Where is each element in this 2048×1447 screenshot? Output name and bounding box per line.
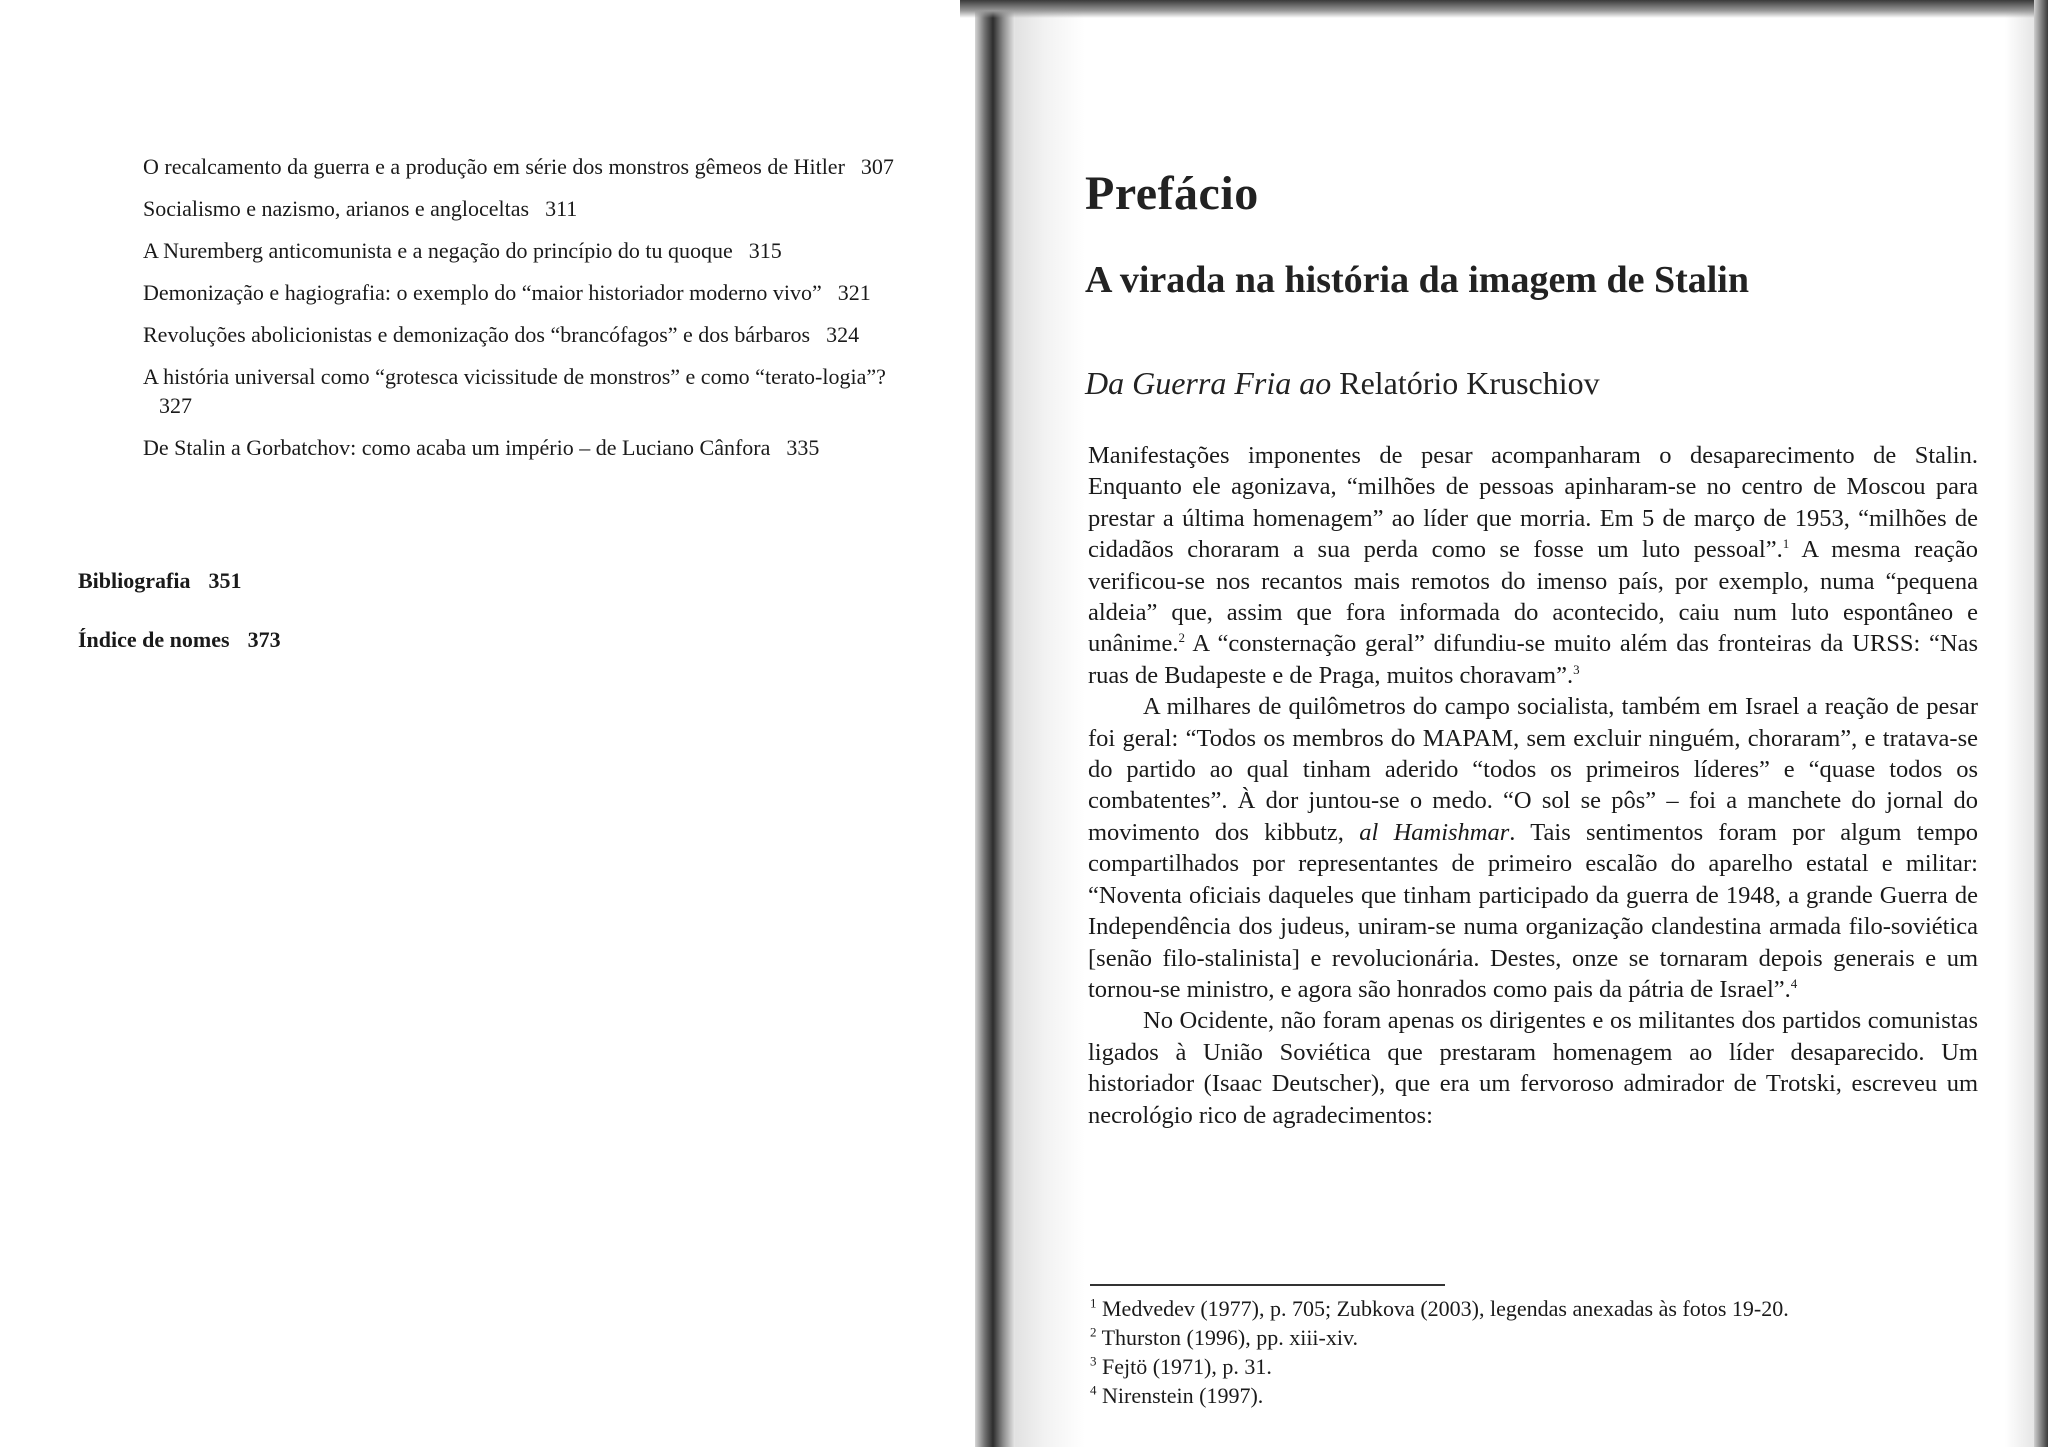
toc-entry-page: 321	[837, 280, 871, 305]
paragraph-text: A mesma reação verificou-se nos recantos mais remotos do imenso país, por exemplo, numa “pequena aldeia” que, assim que fora informada do acontecido, caiu num luto espontâneo e unânime.	[1088, 536, 1978, 658]
toc-entry-text: Revoluções abolicionistas e demonização dos “brancófagos” e dos bárbaros	[143, 322, 811, 347]
footnote-text: Thurston (1996), pp. xiii-xiv.	[1101, 1325, 1359, 1350]
page-right-edge	[2034, 0, 2048, 1447]
paragraph-1	[1088, 440, 1978, 691]
toc-entry	[143, 362, 903, 420]
toc-entry	[143, 278, 903, 307]
toc-entry	[143, 320, 903, 349]
section-title-italic: Da Guerra Fria ao	[1085, 365, 1332, 401]
toc-entry-page: 311	[545, 196, 578, 221]
footnote-ref: 2	[1178, 630, 1185, 646]
footnote-number: 2	[1090, 1324, 1097, 1340]
toc-entry-page: 324	[826, 322, 860, 347]
footnote-text: Fejtö (1971), p. 31.	[1102, 1354, 1272, 1379]
toc-entry-page: 315	[748, 238, 782, 263]
footnote-ref: 1	[1782, 536, 1790, 552]
footnote-ref: 3	[1573, 661, 1580, 677]
toc-bibliografia-page: 351	[208, 568, 242, 593]
toc-entry	[143, 236, 903, 265]
toc-entry-text: Socialismo e nazismo, arianos e angloceltas	[143, 196, 530, 221]
paragraph-2	[1088, 691, 1978, 1005]
toc-entry-text: De Stalin a Gorbatchov: como acaba um império – de Luciano Cânfora	[143, 435, 771, 460]
toc-entry-text: A Nuremberg anticomunista e a negação do princípio do tu quoque	[143, 238, 733, 263]
toc-entry	[143, 194, 903, 223]
section-title-roman: Relatório Kruschiov	[1339, 365, 1600, 401]
footnote-divider	[1090, 1284, 1445, 1286]
page-top-shadow	[960, 0, 2048, 18]
footnote	[1090, 1352, 1990, 1381]
footnote-number: 1	[1090, 1295, 1097, 1311]
toc-entries	[143, 152, 903, 475]
book-gutter	[975, 0, 1015, 1447]
footnote-ref: 4	[1790, 975, 1798, 991]
paragraph-text: A “consternação geral” difundiu-se muito além das fronteiras da URSS: “Nas ruas de Budapeste e de Praga, muitos choravam”.	[1088, 630, 1978, 689]
toc-entry	[143, 433, 903, 462]
toc-entry-text: O recalcamento da guerra e a produção em série dos monstros gêmeos de Hitler	[143, 154, 845, 179]
footnote-number: 4	[1090, 1382, 1097, 1398]
footnote	[1090, 1381, 1990, 1410]
footnote-text: Medvedev (1977), p. 705; Zubkova (2003), legendas anexadas às fotos 19-20.	[1102, 1296, 1789, 1321]
toc-entry-text: Demonização e hagiografia: o exemplo do “maior historiador moderno vivo”	[143, 280, 822, 305]
footnote-text: Nirenstein (1997).	[1102, 1383, 1264, 1408]
footnote	[1090, 1294, 1990, 1323]
body-text	[1088, 440, 1978, 1131]
toc-indice-page: 373	[247, 627, 281, 652]
toc-bibliografia-label: Bibliografia	[78, 568, 191, 593]
toc-indice-label: Índice de nomes	[78, 627, 230, 652]
section-title	[1085, 365, 1600, 402]
toc-entry-page: 335	[786, 435, 820, 460]
toc-bibliografia	[78, 568, 241, 594]
toc-entry	[143, 152, 903, 181]
chapter-title: Prefácio	[1085, 167, 1259, 220]
toc-entry-page: 327	[159, 393, 192, 418]
newspaper-name: al Hamishmar	[1359, 818, 1510, 846]
toc-entry-text: A história universal como “grotesca vicissitude de monstros” e como “terato-logia”?	[143, 364, 886, 389]
footnote	[1090, 1323, 1990, 1352]
toc-indice	[78, 627, 281, 653]
toc-entry-page: 307	[860, 154, 894, 179]
footnote-number: 3	[1090, 1353, 1097, 1369]
paragraph-text: A milhares de quilômetros do campo socialista, também em Israel a reação de pesar foi geral: “Todos os membros do MAPAM, sem excluir ninguém, choraram”, e tratava-se do partido ao qual tinham aderido “todos os primeiros líderes” e “quase todos os combatentes”. À dor juntou-se o medo. “O sol se pôs” – foi a manchete do jornal do movimento dos kibbutz,	[1088, 693, 1978, 846]
footnotes	[1090, 1294, 1990, 1410]
paragraph-3: No Ocidente, não foram apenas os dirigentes e os militantes dos partidos comunistas ligados à União Soviética que prestaram homenagem ao líder desaparecido. Um historiador (Isaac Deutscher), que era um fervoroso admirador de Trotski, escreveu um necrológio rico de agradecimentos:	[1088, 1007, 1978, 1129]
paragraph-text: . Tais sentimentos foram por algum tempo compartilhados por representantes de primeiro escalão do aparelho estatal e militar: “Noventa oficiais daqueles que tinham participado da guerra de 1948, a grande Guerra de Independência dos judeus, uniram-se numa organização clandestina armada filo-soviética [senão filo-stalinista] e revolucionária. Destes, onze se tornaram depois generais e um tornou-se ministro, e agora são honrados como pais da pátria de Israel”.	[1088, 818, 1978, 1003]
paragraph-text: Manifestações imponentes de pesar acompanharam o desaparecimento de Stalin. Enquanto ele agonizava, “milhões de pessoas apinharam-se no centro de Moscou para prestar a última homenagem” ao líder que morria. Em 5 de março de 1953, “milhões de cidadãos choraram a sua perda como se fosse um luto pessoal”.	[1088, 442, 1978, 564]
left-page	[0, 0, 980, 1447]
chapter-subtitle: A virada na história da imagem de Stalin	[1085, 259, 1749, 301]
